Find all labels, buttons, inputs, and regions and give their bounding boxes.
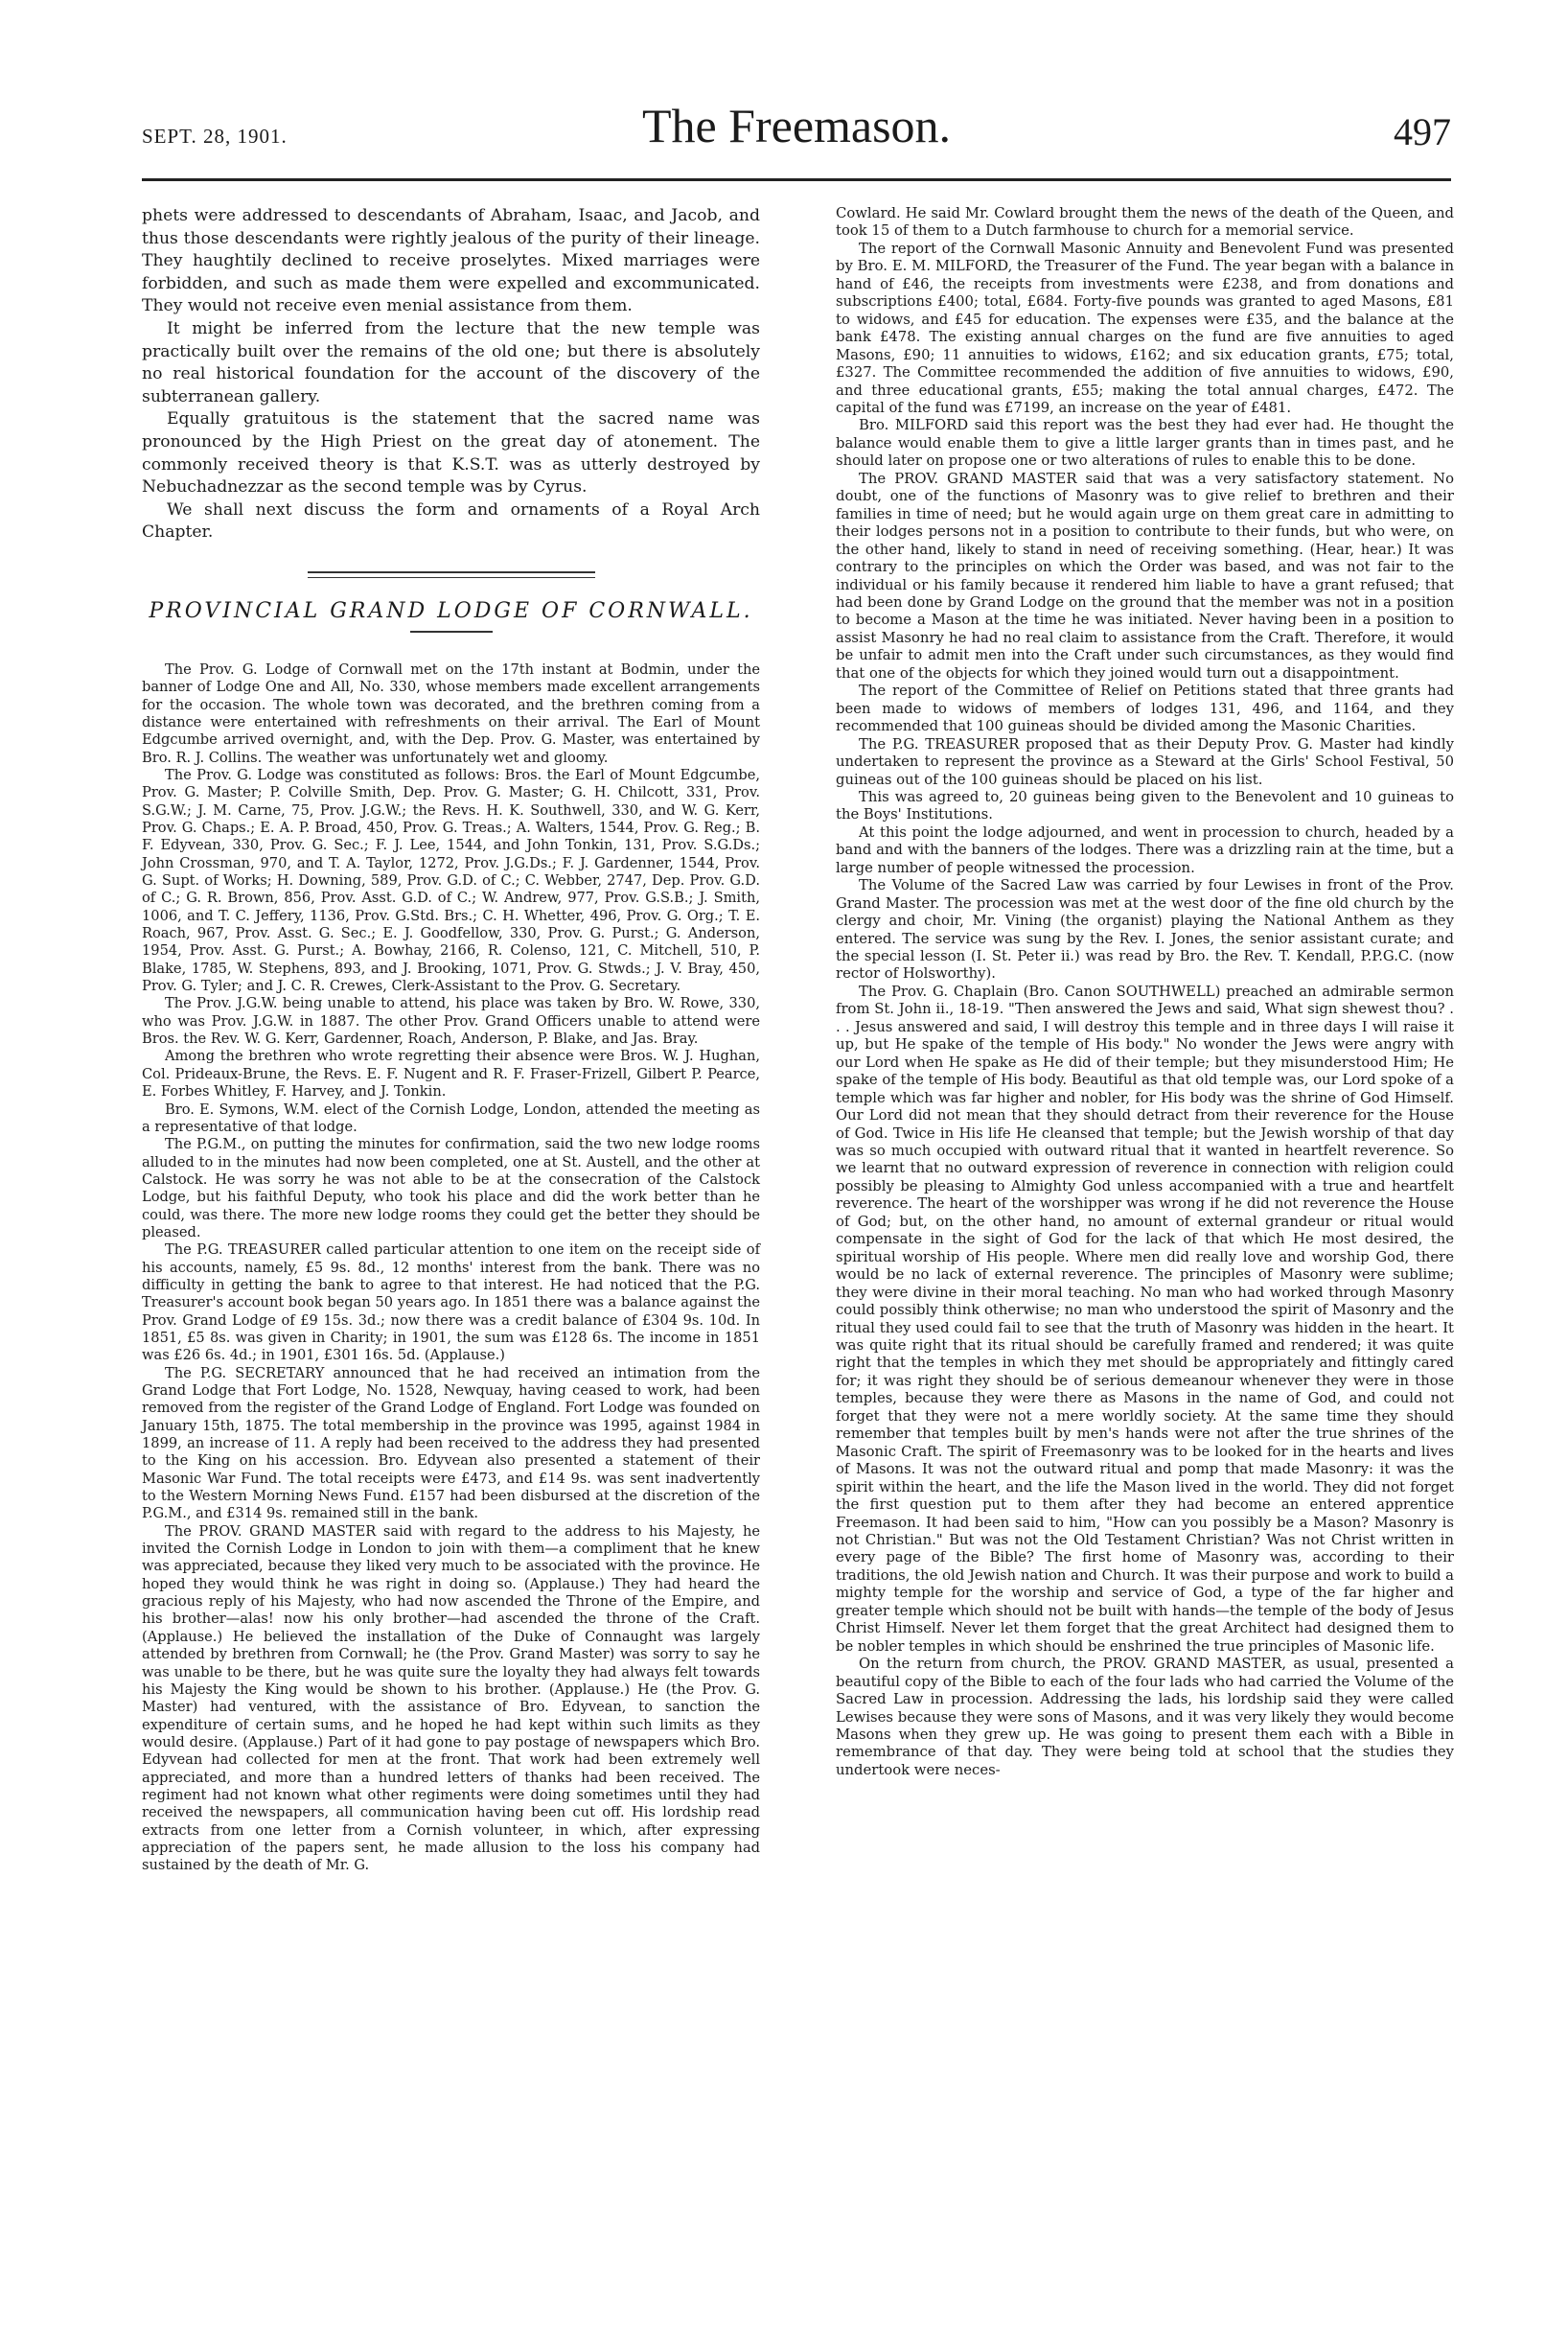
paragraph: It might be inferred from the lecture that the new temple was practically built over the remains of the old one; but there is absolutely no real historical foundation for the account of the discovery of the subterranean gallery. bbox=[142, 318, 760, 406]
paragraph: We shall next discuss the form and ornaments of a Royal Arch Chapter. bbox=[142, 499, 760, 543]
left-column bbox=[142, 205, 760, 1875]
paragraph: The Prov. G. Chaplain (Bro. Canon SOUTHWELL) preached an admirable sermon from St. John ii., 18-19. "Then answered the Jews and said, What sign shewest thou? . . . Jesus answered and said, I will destroy this temple and in three days I will raise it up, but He spake of the temple of His body." No wonder the Jews were angry with our Lord when He spake as He did of their temple; but they misunderstood Him; He spake of the temple of His body. Beautiful as that old temple was, our Lord spoke of a temple which was far higher and nobler, for His body was the shrine of God Himself. Our Lord did not mean that they should detract from their reverence for the House of God. Twice in His life He cleansed that temple; but the Jewish worship of that day was so much occupied with outward ritual that it wanted in heartfelt reverence. So we learnt that no outward expression of reverence in connection with religion could possibly be pleasing to Almighty God unless accompanied with a true and heartfelt reverence. The heart of the worshipper was wrong if he did not reverence the House of God; but, on the other hand, no amount of external grandeur or ritual would compensate in the sight of God for the lack of that which He most desired, the spiritual worship of His people. Where men did really love and worship God, there would be no lack of external reverence. The principles of Masonry were sublime; they were divine in their moral teaching. No man who had worked through Masonry could possibly think otherwise; no man who understood the spirit of Masonry and the ritual they used could fail to see that the truth of Masonry was hidden in the heart. It was quite right that its ritual should be carefully framed and rendered; it was quite right that the temples in which they met should be appropriately and fittingly cared for; it was right they should be of serious demeanour whenever they were in those temples, because they were there as Masons in the name of God, and could not forget that they were not a mere worldly society. At the same time they should remember that temples built by men's hands were not after the true shrines of the Masonic Craft. The spirit of Freemasonry was to be looked for in the hearts and lives of Masons. It was not the outward ritual and pomp that made Masonry: it was the spirit within the heart, and the life the Mason lived in the world. They did not forget the first question put to them after they had become an entered apprentice Freemason. It had been said to him, "How can you possibly be a Mason? Masonry is not Christian." But was not the Old Testament Christian? Was not Christ written in every page of the Bible? The first home of Masonry was, according to their traditions, the old Jewish nation and Church. It was their purpose and work to build a mighty temple for the worship and service of God, a type of the far higher and greater temple which should not be built with hands—the temple of the body of Jesus Christ Himself. Never let them forget that the great Architect had designed them to be nobler temples in which should be enshrined the true principles of Masonic life. bbox=[836, 983, 1454, 1655]
right-column bbox=[836, 205, 1454, 1779]
paragraph: The P.G. TREASURER called particular attention to one item on the receipt side of his accounts, namely, £5 9s. 8d., 12 months' interest from the bank. There was no difficulty in getting the bank to agree to that interest. He had noticed that the P.G. Treasurer's account book began 50 years ago. In 1851 there was a balance against the Prov. Grand Lodge of £9 15s. 3d.; now there was a credit balance of £304 9s. 10d. In 1851, £5 8s. was given in Charity; in 1901, the sum was £128 6s. The income in 1851 was £26 6s. 4d.; in 1901, £301 16s. 5d. (Applause.) bbox=[142, 1241, 760, 1364]
paragraph: At this point the lodge adjourned, and went in procession to church, headed by a band and with the banners of the lodges. There was a drizzling rain at the time, but a large number of people witnessed the procession. bbox=[836, 823, 1454, 876]
paragraph: The P.G.M., on putting the minutes for confirmation, said the two new lodge rooms alluded to in the minutes had now been completed, one at St. Austell, and the other at Calstock. He was sorry he was not able to be at the consecration of the Calstock Lodge, but his faithful Deputy, who took his place and did the work better than he could, was there. The more new lodge rooms they could get the better they should be pleased. bbox=[142, 1136, 760, 1240]
paragraph: The PROV. GRAND MASTER said that was a very satisfactory statement. No doubt, one of the functions of Masonry was to give relief to brethren and their families in time of need; but he would again urge on them great care in admitting to their lodges persons not in a position to contribute to their funds, but who were, on the other hand, likely to stand in need of receiving something. (Hear, hear.) It was contrary to the principles on which the Order was based, and was not fair to the individual or his family because it rendered him liable to have a grant refused; that had been done by Grand Lodge on the ground that the member was not in a position to become a Mason at the time he was initiated. Never having been in a position to assist Masonry he had no real claim to assistance from the Craft. Therefore, it would be unfair to admit men into the Craft under such circumstances, as they would find that one of the objects for which they joined would turn out a disappointment. bbox=[836, 470, 1454, 682]
page-header bbox=[142, 92, 1451, 159]
header-rule bbox=[142, 178, 1451, 181]
paragraph: Bro. MILFORD said this report was the best they had ever had. He thought the balance would enable them to give a little larger grants than in times past, and he should later on propose one or two alterations of rules to enable this to be done. bbox=[836, 417, 1454, 470]
paragraph: The report of the Cornwall Masonic Annuity and Benevolent Fund was presented by Bro. E. M. MILFORD, the Treasurer of the Fund. The year began with a balance in hand of £46, the receipts from investments were £238, and from donations and subscriptions £400; total, £684. Forty-five pounds was granted to aged Masons, £81 to widows, and £45 for education. The expenses were £35, and the balance at the bank £478. The existing annual charges on the fund are five annuities to aged Masons, £90; 11 annuities to widows, £162; and six education grants, £75; total, £327. The Committee recommended the addition of five annuities to widows, £90, and three educational grants, £55; making the total annual charges, £472. The capital of the fund was £7199, an increase on the year of £481. bbox=[836, 240, 1454, 416]
section-divider bbox=[308, 571, 595, 578]
paragraph: The Prov. J.G.W. being unable to attend, his place was taken by Bro. W. Rowe, 330, who was Prov. J.G.W. in 1887. The other Prov. Grand Officers unable to attend were Bros. the Rev. W. G. Kerr, Gardenner, Roach, Anderson, P. Blake, and Jas. Bray. bbox=[142, 995, 760, 1048]
paragraph: Equally gratuitous is the statement that the sacred name was pronounced by the High Priest on the great day of atonement. The commonly received theory is that K.S.T. was as utterly destroyed by Nebuchadnezzar as the second temple was by Cyrus. bbox=[142, 409, 760, 498]
paragraph: The report of the Committee of Relief on Petitions stated that three grants had been made to widows of members of lodges 131, 496, and 1164, and they recommended that 100 guineas should be divided among the Masonic Charities. bbox=[836, 683, 1454, 735]
paragraph: The Prov. G. Lodge was constituted as follows: Bros. the Earl of Mount Edgcumbe, Prov. G. Master; P. Colville Smith, Dep. Prov. G. Master; G. H. Chilcott, 331, Prov. S.G.W.; J. M. Carne, 75, Prov. J.G.W.; the Revs. H. K. Southwell, 330, and W. G. Kerr, Prov. G. Chaps.; E. A. P. Broad, 450, Prov. G. Treas.; A. Walters, 1544, Prov. G. Reg.; B. F. Edyvean, 330, Prov. G. Sec.; F. J. Lee, 1544, and John Tonkin, 131, Prov. S.G.Ds.; John Crossman, 970, and T. A. Taylor, 1272, Prov. J.G.Ds.; F. J. Gardenner, 1544, Prov. G. Supt. of Works; H. Downing, 589, Prov. G.D. of C.; C. Webber, 2747, Dep. Prov. G.D. of C.; G. R. Brown, 856, Prov. Asst. G.D. of C.; W. Andrew, 977, Prov. G.S.B.; J. Smith, 1006, and T. C. Jeffery, 1136, Prov. G.Std. Brs.; C. H. Whetter, 496, Prov. G. Org.; T. E. Roach, 967, Prov. Asst. G. Sec.; E. J. Goodfellow, 330, Prov. G. Purst.; G. Anderson, 1954, Prov. Asst. G. Purst.; A. Bowhay, 2166, R. Colenso, 121, C. Mitchell, 510, P. Blake, 1785, W. Stephens, 893, and J. Brooking, 1071, Prov. G. Stwds.; J. V. Bray, 450, Prov. G. Tyler; and J. C. R. Crewes, Clerk-Assistant to the Prov. G. Secretary. bbox=[142, 766, 760, 995]
left-upper-text bbox=[142, 205, 760, 545]
left-lower-text bbox=[142, 661, 760, 1875]
paragraph: Cowlard. He said Mr. Cowlard brought them the news of the death of the Queen, and took 15 of them to a Dutch farmhouse to church for a memorial service. bbox=[836, 205, 1454, 240]
paragraph: The P.G. SECRETARY announced that he had received an intimation from the Grand Lodge that Fort Lodge, No. 1528, Newquay, having ceased to work, had been removed from the register of the Grand Lodge of England. Fort Lodge was founded on January 15th, 1875. The total membership in the province was 1995, against 1984 in 1899, an increase of 11. A reply had been received to the address they had presented to the King on his accession. Bro. Edyvean also presented a statement of their Masonic War Fund. The total receipts were £473, and £14 9s. was sent inadvertently to the Western Morning News Fund. £157 had been disbursed at the discretion of the P.G.M., and £314 9s. remained still in the bank. bbox=[142, 1364, 760, 1522]
issue-date: SEPT. 28, 1901. bbox=[142, 125, 288, 148]
heading-rule bbox=[410, 631, 493, 633]
paragraph: phets were addressed to descendants of Abraham, Isaac, and Jacob, and thus those descendants were rightly jealous of the purity of their lineage. They haughtily declined to receive proselytes. Mixed marriages were forbidden, and such as made them were expelled and excommunicated. They would not receive even menial assistance from them. bbox=[142, 206, 760, 316]
paragraph: The PROV. GRAND MASTER said with regard to the address to his Majesty, he invited the Cornish Lodge in London to join with them—a compliment that he knew was appreciated, because they liked very much to be associated with the province. He hoped they would think he was right in doing so. (Applause.) They had heard the gracious reply of his Majesty, who had now ascended the Throne of the Empire, and his brother—alas! now his only brother—had ascended the throne of the Craft. (Applause.) He believed the installation of the Duke of Connaught was largely attended by brethren from Cornwall; he (the Prov. Grand Master) was sorry to say he was unable to be there, but he was quite sure the loyalty they had always felt towards his Majesty the King would be shown to his brother. (Applause.) He (the Prov. G. Master) had ventured, with the assistance of Bro. Edyvean, to sanction the expenditure of certain sums, and he hoped he had kept within such limits as they would desire. (Applause.) Part of it had gone to pay postage of newspapers which Bro. Edyvean had collected for men at the front. That work had been extremely well appreciated, and more than a hundred letters of thanks had been received. The regiment had not known what other regiments were doing sometimes until they had received the newspapers, all communication having been cut off. His lordship read extracts from one letter from a Cornish volunteer, in which, after expressing appreciation of the papers sent, he made allusion to the loss his company had sustained by the death of Mr. G. bbox=[142, 1522, 760, 1874]
paragraph: The Volume of the Sacred Law was carried by four Lewises in front of the Prov. Grand Master. The procession was met at the west door of the fine old church by the clergy and choir, Mr. Vining (the organist) playing the National Anthem as they entered. The service was sung by the Rev. I. Jones, the senior assistant curate; and the special lesson (I. St. Peter ii.) was read by Bro. the Rev. T. Kendall, P.P.G.C. (now rector of Holsworthy). bbox=[836, 877, 1454, 983]
paragraph: The P.G. TREASURER proposed that as their Deputy Prov. G. Master had kindly undertaken to represent the province as a Steward at the Girls' School Festival, 50 guineas out of the 100 guineas should be placed on his list. bbox=[836, 735, 1454, 788]
paragraph: Bro. E. Symons, W.M. elect of the Cornish Lodge, London, attended the meeting as a representative of that lodge. bbox=[142, 1101, 760, 1135]
divider-rule bbox=[308, 571, 595, 573]
divider-rule bbox=[308, 577, 595, 578]
paragraph: On the return from church, the PROV. GRAND MASTER, as usual, presented a beautiful copy of the Bible to each of the four lads who had carried the Volume of the Sacred Law in procession. Addressing the lads, his lordship said they were called Lewises because they were sons of Masons, and it was very likely they would become Masons when they grew up. He was going to present them each with a Bible in remembrance of that day. They were being told at school that the studies they undertook were neces- bbox=[836, 1656, 1454, 1778]
paragraph: Among the brethren who wrote regretting their absence were Bros. W. J. Hughan, Col. Prideaux-Brune, the Revs. E. F. Nugent and R. F. Fraser-Frizell, Gilbert P. Pearce, E. Forbes Whitley, F. Harvey, and J. Tonkin. bbox=[142, 1048, 760, 1101]
page-number: 497 bbox=[1394, 110, 1451, 153]
paragraph: The Prov. G. Lodge of Cornwall met on the 17th instant at Bodmin, under the banner of Lodge One and All, No. 330, whose members made excellent arrangements for the occasion. The whole town was decorated, and the brethren coming from a distance were entertained with refreshments on their arrival. The Earl of Mount Edgcumbe arrived overnight, and, with the Dep. Prov. G. Master, was entertained by Bro. R. J. Collins. The weather was unfortunately wet and gloomy. bbox=[142, 661, 760, 766]
publication-title: The Freemason. bbox=[641, 99, 952, 152]
section-heading: PROVINCIAL GRAND LODGE OF CORNWALL. bbox=[149, 598, 753, 623]
paragraph: This was agreed to, 20 guineas being given to the Benevolent and 10 guineas to the Boys' Institutions. bbox=[836, 788, 1454, 823]
